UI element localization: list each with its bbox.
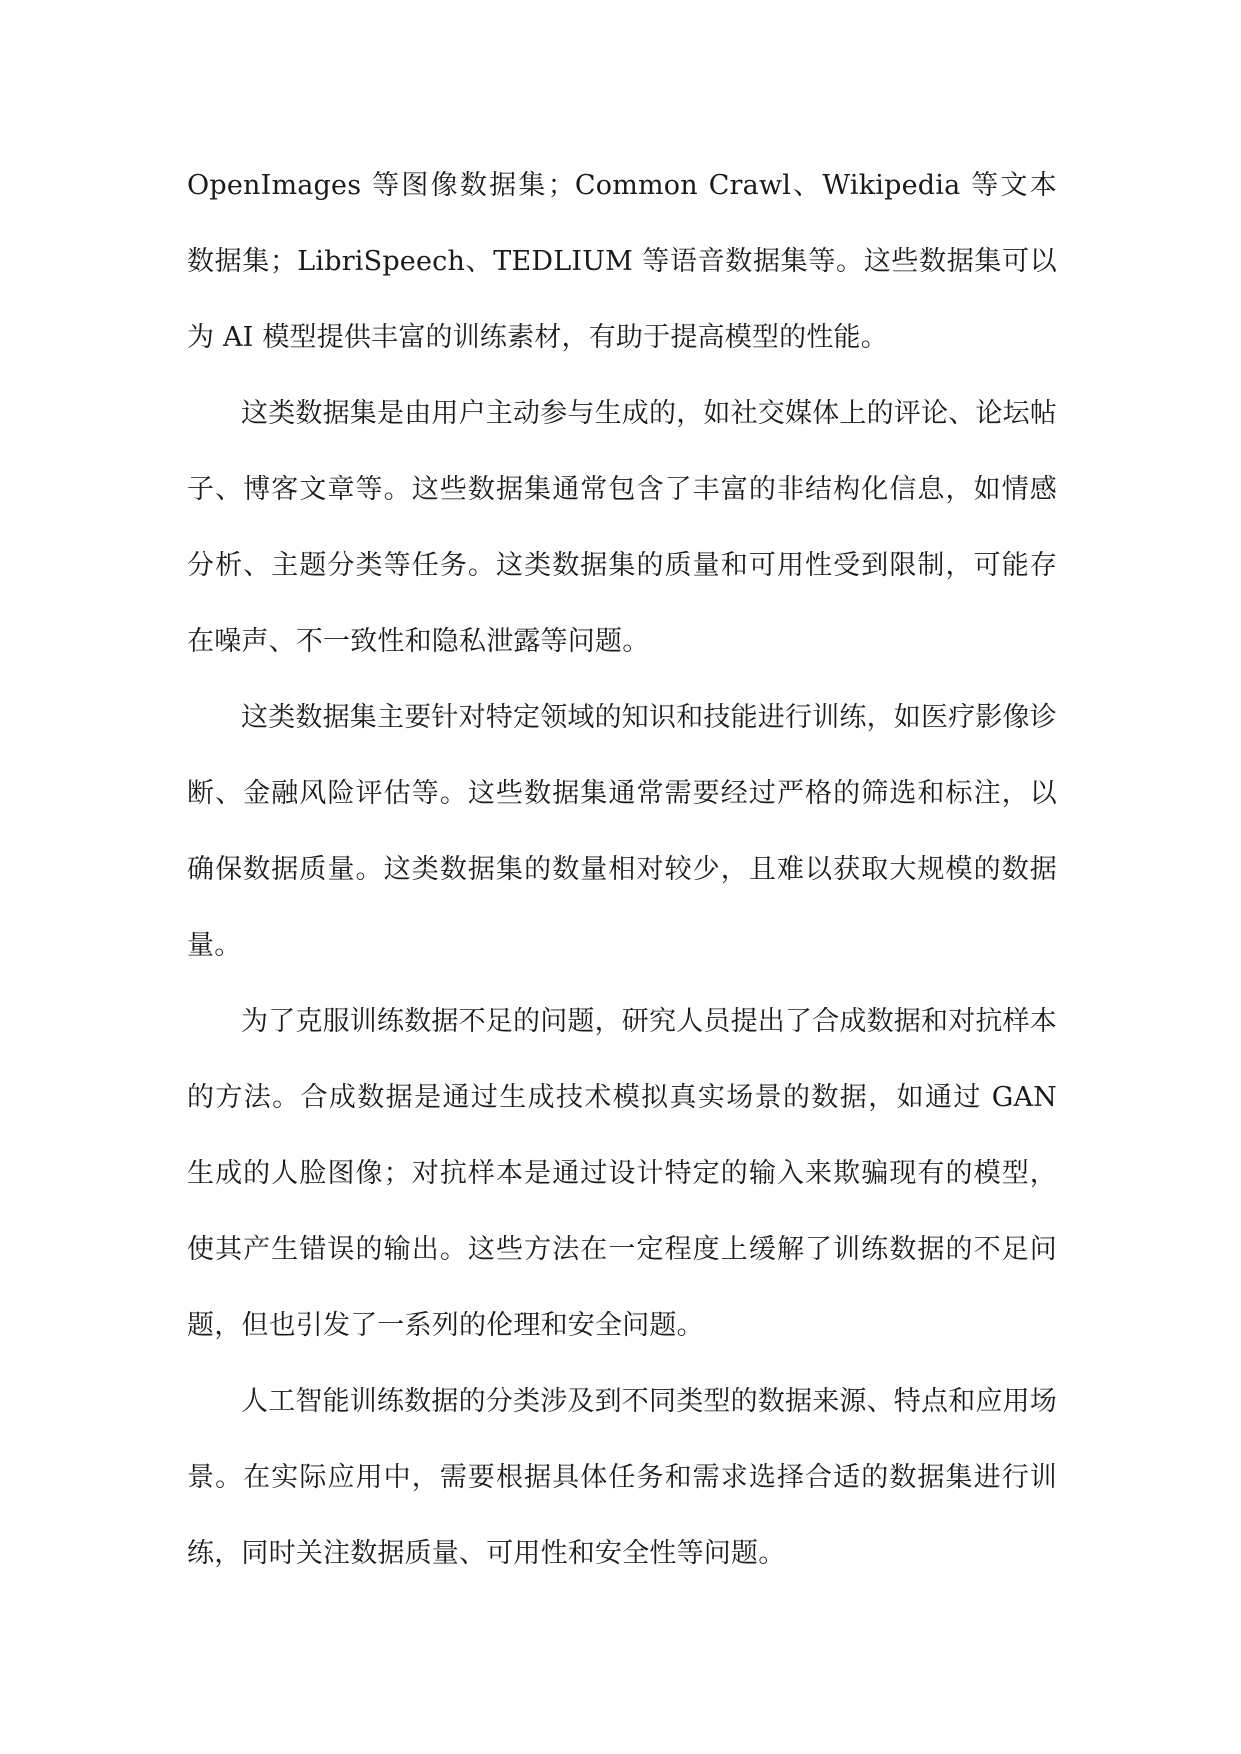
paragraph-1: OpenImages 等图像数据集；Common Crawl、Wikipedia 等文本数据集；LibriSpeech、TEDLIUM 等语音数据集等。这些数据集可以为 AI 模型提供丰富的训练素材，有助于提高模型的性能。 <box>187 170 1057 353</box>
document-body <box>187 148 1057 1592</box>
paragraph-3: 这类数据集主要针对特定领域的知识和技能进行训练，如医疗影像诊断、金融风险评估等。这些数据集通常需要经过严格的筛选和标注，以确保数据质量。这类数据集的数量相对较少，且难以获取大规模的数据量。 <box>187 702 1057 961</box>
paragraph-2: 这类数据集是由用户主动参与生成的，如社交媒体上的评论、论坛帖子、博客文章等。这些数据集通常包含了丰富的非结构化信息，如情感分析、主题分类等任务。这类数据集的质量和可用性受到限制，可能存在噪声、不一致性和隐私泄露等问题。 <box>187 398 1057 657</box>
paragraph-4: 为了克服训练数据不足的问题，研究人员提出了合成数据和对抗样本的方法。合成数据是通过生成技术模拟真实场景的数据，如通过 GAN 生成的人脸图像；对抗样本是通过设计特定的输入来欺骗现有的模型，使其产生错误的输出。这些方法在一定程度上缓解了训练数据的不足问题，但也引发了一系列的伦理和安全问题。 <box>187 1006 1057 1341</box>
paragraph-5: 人工智能训练数据的分类涉及到不同类型的数据来源、特点和应用场景。在实际应用中，需要根据具体任务和需求选择合适的数据集进行训练，同时关注数据质量、可用性和安全性等问题。 <box>187 1386 1057 1569</box>
